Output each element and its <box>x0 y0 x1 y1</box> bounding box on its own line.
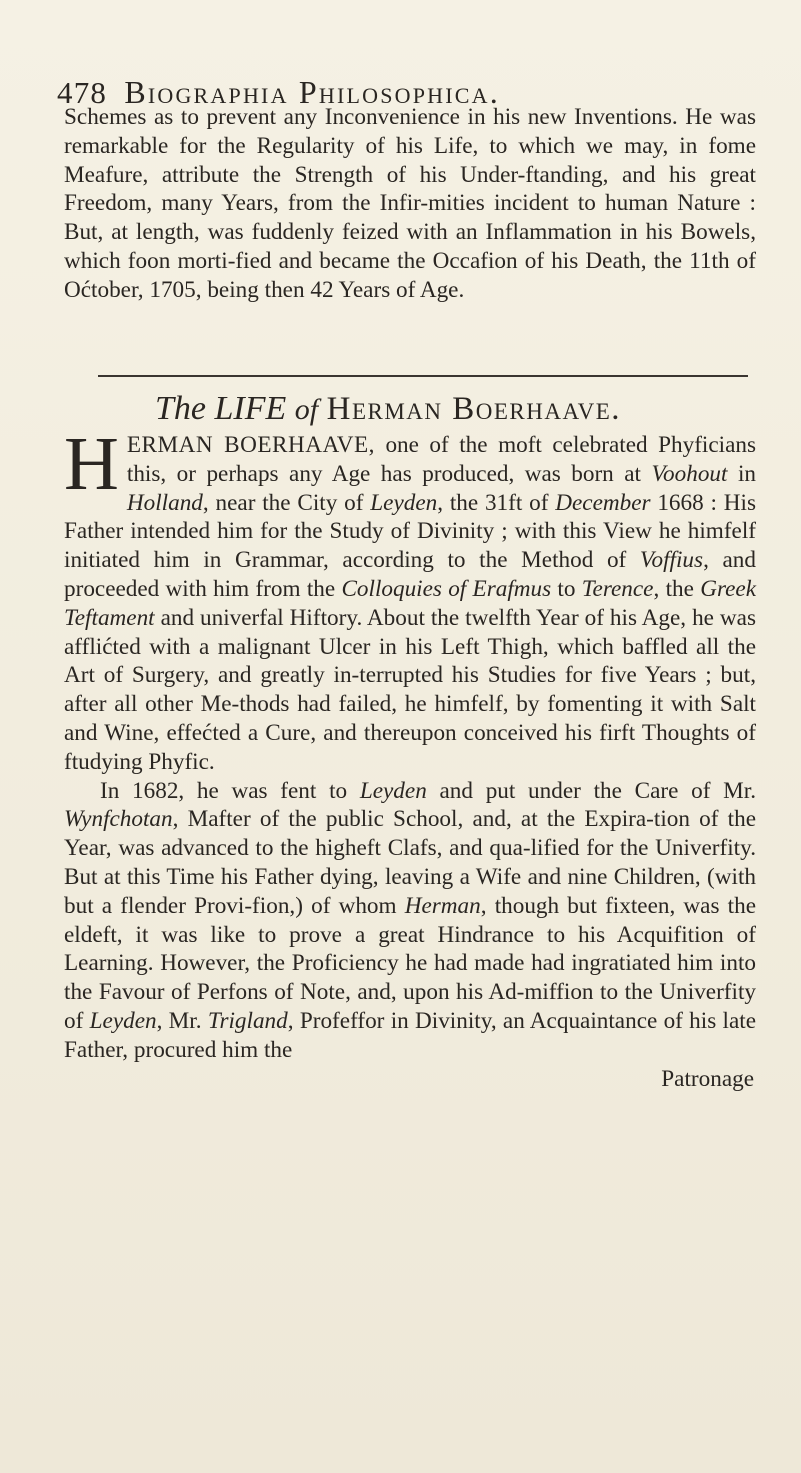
text-segment: , though but fixteen, was the eldeft, it was like to prove a great Hindrance to his Acquifition of Learning. However, the Proficiency he had made had ingratiated him into the Favour of Perfons of Note, and, upon his Ad-miffion to the Univerfity of <box>64 892 756 1034</box>
person-name: Terence <box>581 575 654 602</box>
text-segment: , and proceeded with him from the <box>64 547 756 602</box>
section-divider <box>98 375 748 377</box>
text-segment: in <box>727 460 756 487</box>
text-segment: 1668 : His Father intended him for the Study of Divinity ; with this View he himfelf initiated him in Grammar, according to the Method of <box>64 489 756 574</box>
article-body <box>64 422 757 1093</box>
article-title <box>155 390 775 428</box>
book-title: Colloquies of Erafmus <box>341 575 552 602</box>
text-segment: , near the City of <box>202 489 371 516</box>
place-name: Leyden <box>89 1007 157 1034</box>
text-segment: , Profeffor in Divinity, an Acquaintance of his late Father, procured him the <box>64 1007 756 1063</box>
text-segment: , the <box>653 575 701 602</box>
text-segment: one of the moft celebrated Phyficians this, or perhaps any Age has produced, was born at <box>126 432 757 487</box>
place-name: Voohout <box>651 460 728 487</box>
month-name: December <box>555 489 651 516</box>
running-head: Biographia Philosophica. <box>124 74 500 110</box>
person-name: Voffius <box>639 547 704 574</box>
text-segment: In 1682, he was fent to <box>100 777 360 804</box>
paragraph-leyden <box>64 777 756 1065</box>
continuation-paragraph: Schemes as to prevent any Inconvenience in his new Inventions. He was remarkable for the Regularity of his Life, to which we may, in fome Meafure, attribute the Strength of his Under-ftanding, and his great Freedom, many Years, from the Infir-mities incident to human Nature : But, at length, was fuddenly feized with an Inflammation in his Bowels, which foon morti-fied and became the Occafion of his Death, the 11th of Oćtober, 1705, being then 42 Years of Age. <box>64 104 756 303</box>
text-segment: to <box>551 575 582 602</box>
continuation-text <box>64 103 756 305</box>
paragraph-birth-and-youth <box>64 422 757 777</box>
opening-caps: ERMAN BOERHAAVE, <box>126 432 375 458</box>
text-segment: and univerfal Hiftory. About the twelfth Year of his Age, he was afflićted with a malignant Ulcer in his Left Thigh, which baffled all the Art of Surgery, and greatly in-terrupted his Studies for five Years ; but, after all other Me-thods had failed, he himfelf, by fomenting it with Salt and Wine, effećted a Cure, and thereupon conceived his firft Thoughts of ftudying Phyfic. <box>64 604 756 775</box>
text-segment: , Mr. <box>156 1007 208 1034</box>
person-name: Wynfchotan <box>64 806 173 833</box>
book-title: Greek Teftament <box>64 575 756 631</box>
title-of: of <box>294 393 319 426</box>
place-name: Leyden <box>359 777 427 804</box>
person-name: Herman <box>404 892 481 919</box>
place-name: Holland <box>126 489 203 516</box>
page-number: 478 <box>57 75 108 110</box>
text-segment: , Mafter of the public School, and, at the Expira-tion of the Year, was advanced to the higheft Clafs, and qua-lified for the Univerfity. But at this Time his Father dying, leaving a Wife and nine Children, (with but a flender Provi-fion,) of whom <box>64 806 756 919</box>
title-name: Herman Boerhaave. <box>326 391 622 427</box>
title-the-life: The LIFE <box>155 390 287 427</box>
place-name: Leyden <box>370 489 438 516</box>
catchword: Patronage <box>661 1065 754 1092</box>
text-segment: and put under the Care of Mr. <box>426 777 756 804</box>
person-name: Trigland <box>207 1007 288 1034</box>
drop-cap: H <box>64 422 119 506</box>
text-segment: , the 31ft of <box>437 489 556 516</box>
